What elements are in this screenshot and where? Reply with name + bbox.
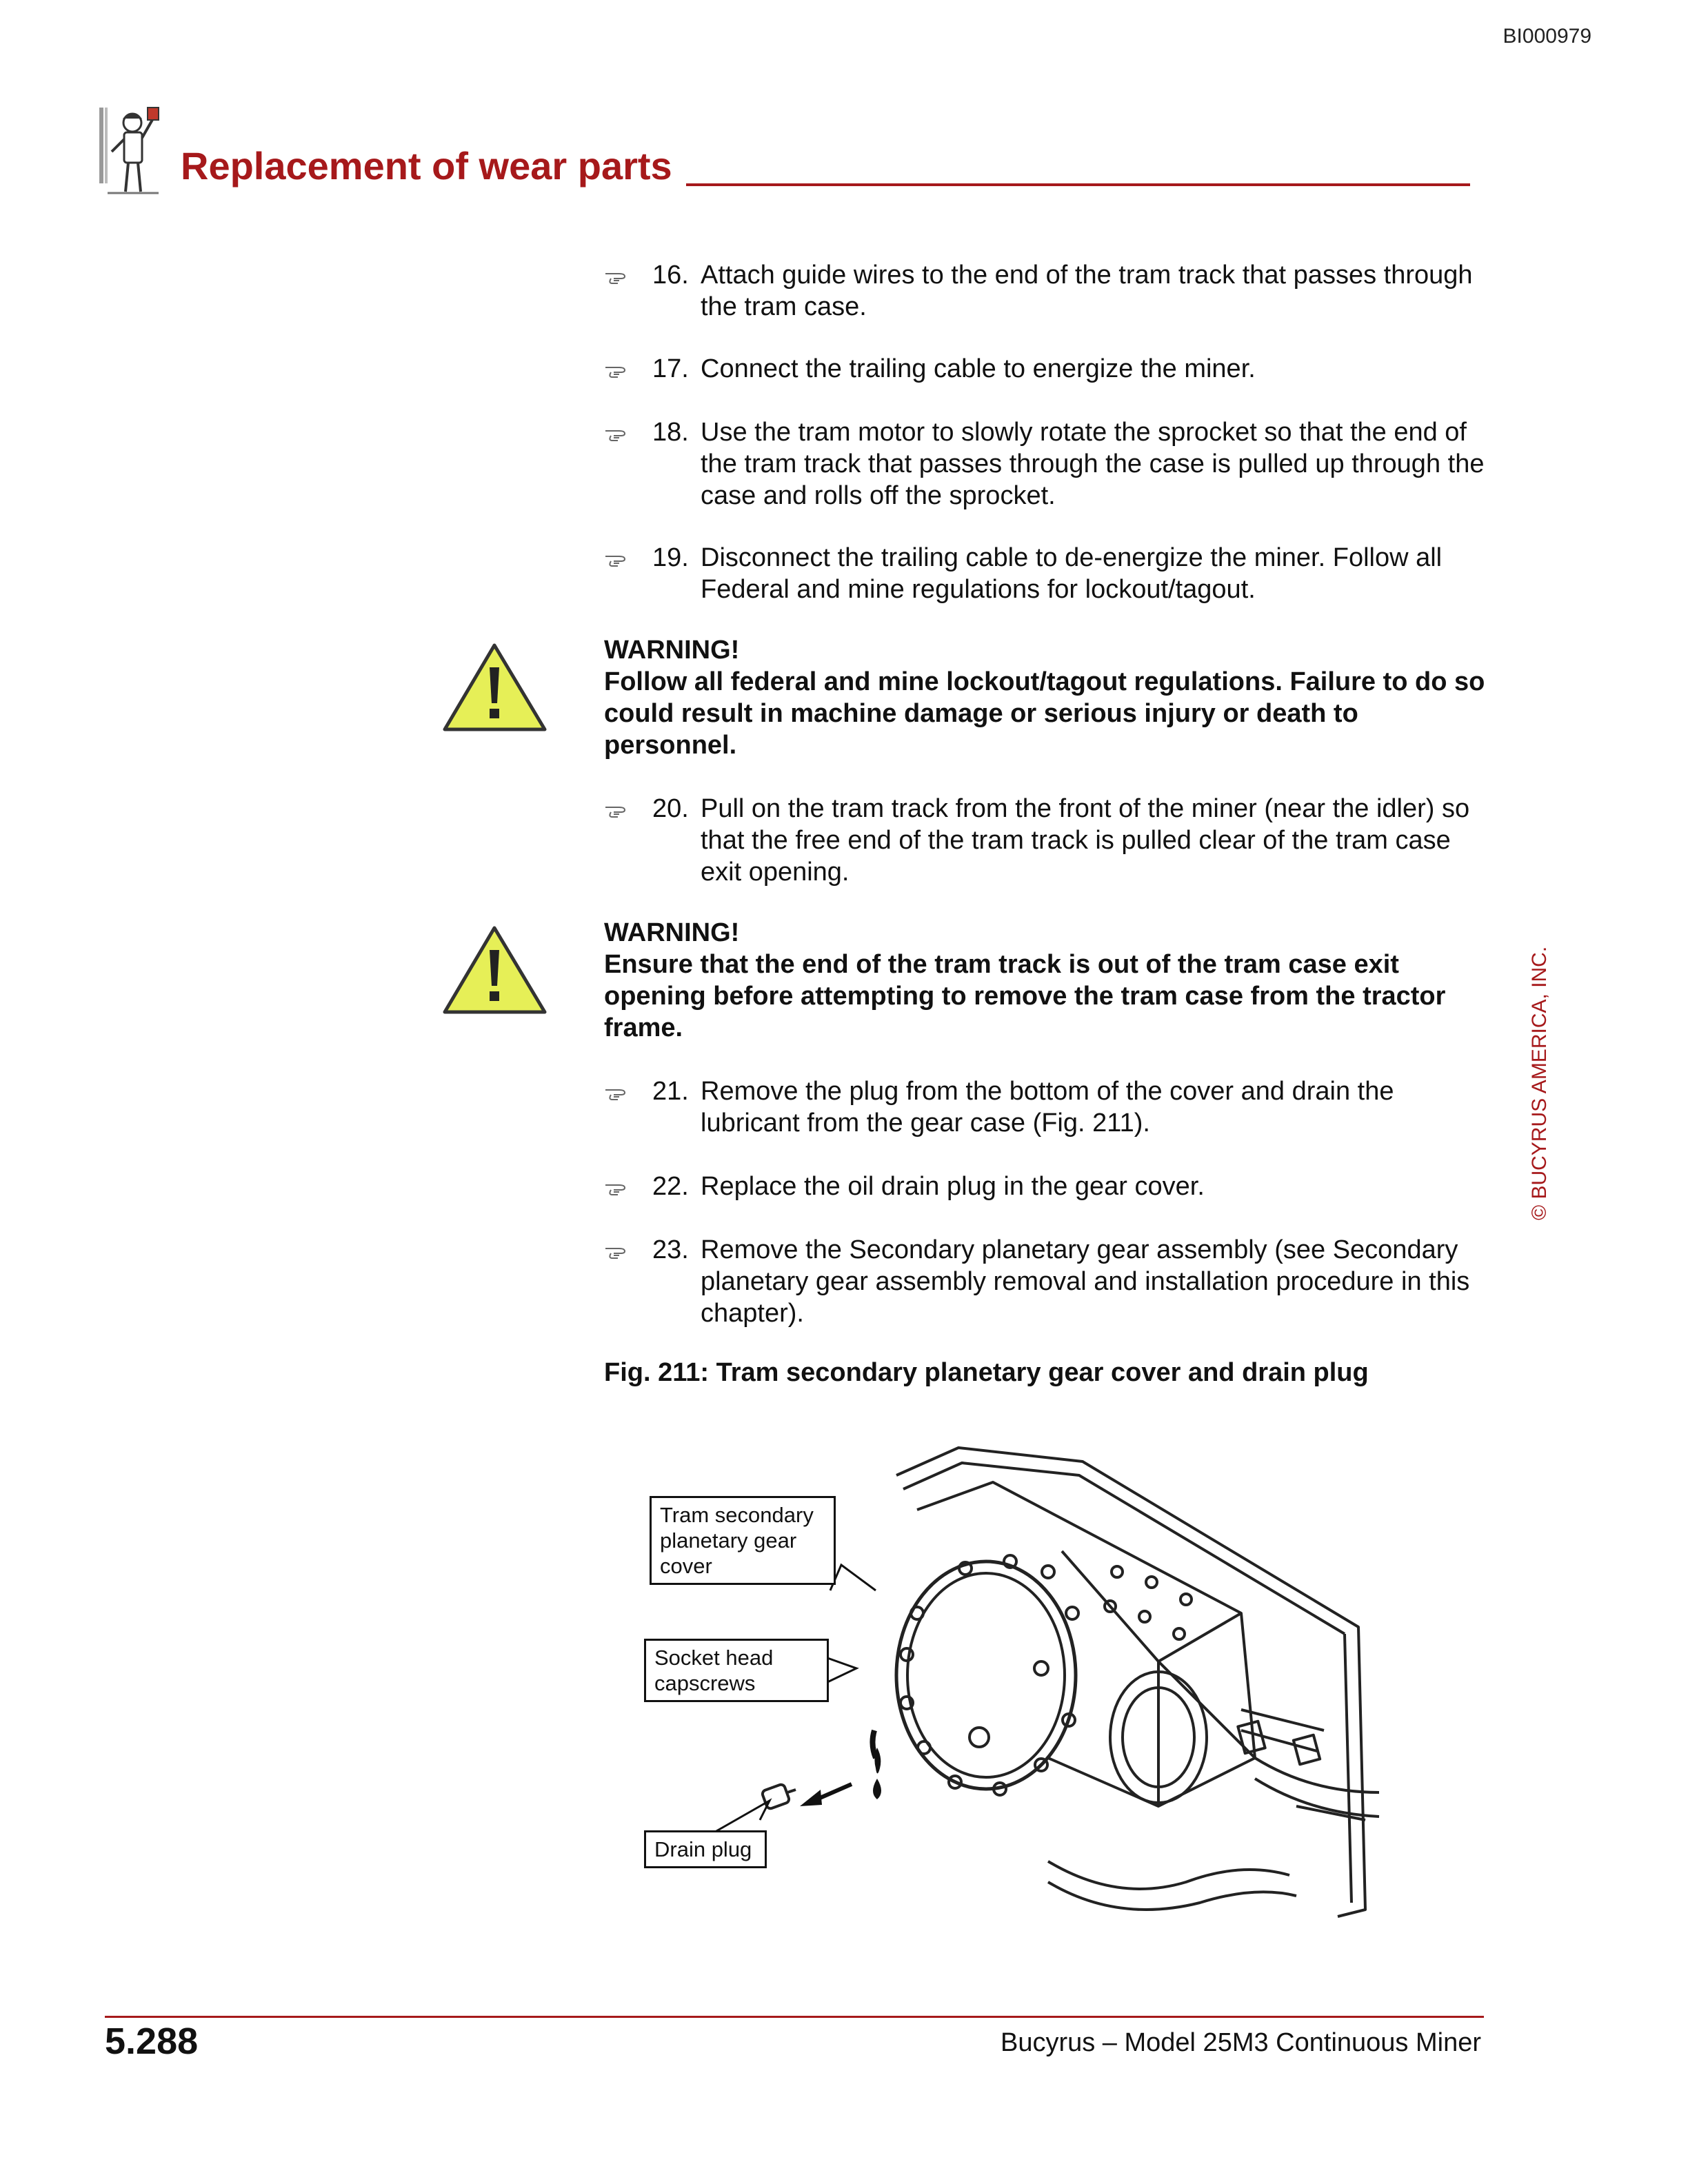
procedure-step — [604, 1234, 1494, 1329]
warning-triangle-icon — [441, 924, 548, 1017]
procedure-step — [604, 259, 1494, 323]
step-number: 19. — [652, 543, 689, 572]
callout-line: Socket head — [654, 1646, 774, 1670]
callout-line: capscrews — [654, 1671, 756, 1695]
document-id: BI000979 — [1503, 25, 1591, 48]
mechanic-wrench-icon — [97, 103, 162, 200]
step-text: Remove the plug from the bottom of the cover and drain the lubricant from the gear case (Fig. 211). — [701, 1077, 1394, 1138]
step-text: Connect the trailing cable to energize the miner. — [701, 354, 1256, 383]
procedure-step — [604, 793, 1494, 888]
step-text: Pull on the tram track from the front of the miner (near the idler) so that the free end of the tram track is pulled clear of the tram case exit opening. — [701, 794, 1470, 887]
warning-heading: WARNING! — [604, 918, 740, 947]
step-number: 16. — [652, 261, 689, 290]
title-underline — [686, 183, 1470, 186]
step-number: 18. — [652, 418, 689, 447]
callout-gear-cover — [650, 1496, 836, 1585]
footer-rule — [105, 2016, 1484, 2018]
warning-block — [604, 917, 1494, 1044]
page-number: 5.288 — [105, 2021, 199, 2062]
warning-text: Follow all federal and mine lockout/tagout regulations. Failure to do so could result in machine damage or serious injury or death to personnel. — [604, 667, 1485, 760]
callout-line: Tram secondary — [660, 1503, 814, 1527]
procedure-step — [604, 1075, 1494, 1139]
step-text: Attach guide wires to the end of the tram track that passes through the tram case. — [701, 261, 1473, 321]
footer-document-title: Bucyrus – Model 25M3 Continuous Miner — [1000, 2028, 1481, 2057]
pointing-hand-icon — [604, 419, 629, 437]
pointing-hand-icon — [604, 1078, 629, 1096]
step-text: Remove the Secondary planetary gear assembly (see Secondary planetary gear assembly removal and installation procedure in this chapter). — [701, 1235, 1470, 1328]
procedure-step — [604, 353, 1494, 385]
pointing-hand-icon — [604, 796, 629, 813]
section-title: Replacement of wear parts — [181, 144, 672, 188]
step-number: 23. — [652, 1235, 689, 1264]
step-text: Disconnect the trailing cable to de-energize the miner. Follow all Federal and mine regulations for lockout/tagout. — [701, 543, 1443, 604]
step-text: Replace the oil drain plug in the gear cover. — [701, 1172, 1205, 1201]
figure-caption: Fig. 211: Tram secondary planetary gear cover and drain plug — [604, 1358, 1369, 1387]
pointing-hand-icon — [604, 262, 629, 280]
step-text: Use the tram motor to slowly rotate the sprocket so that the end of the tram track that passes through the case is pulled up through the case and rolls off the sprocket. — [701, 418, 1485, 510]
warning-triangle-icon — [441, 641, 548, 734]
callout-line: cover — [660, 1554, 712, 1578]
pointing-hand-icon — [604, 1173, 629, 1191]
step-number: 17. — [652, 354, 689, 383]
pointing-hand-icon — [604, 356, 629, 374]
procedure-step — [604, 416, 1494, 512]
callout-line: Drain plug — [654, 1837, 752, 1861]
procedure-step — [604, 1171, 1494, 1202]
copyright-notice: © BUCYRUS AMERICA, INC. — [1528, 946, 1551, 1220]
step-number: 20. — [652, 794, 689, 823]
pointing-hand-icon — [604, 1237, 629, 1255]
warning-heading: WARNING! — [604, 636, 740, 665]
callout-drain-plug — [644, 1830, 767, 1868]
gear-cover-figure — [634, 1434, 1476, 1944]
callout-line: planetary gear — [660, 1528, 797, 1553]
warning-text: Ensure that the end of the tram track is out of the tram case exit opening before attempting to remove the tram case from the tractor frame. — [604, 950, 1446, 1042]
warning-block — [604, 634, 1494, 761]
step-number: 22. — [652, 1172, 689, 1201]
procedure-step — [604, 542, 1494, 605]
pointing-hand-icon — [604, 545, 629, 563]
callout-socket-head-capscrews — [644, 1639, 829, 1702]
step-number: 21. — [652, 1077, 689, 1106]
